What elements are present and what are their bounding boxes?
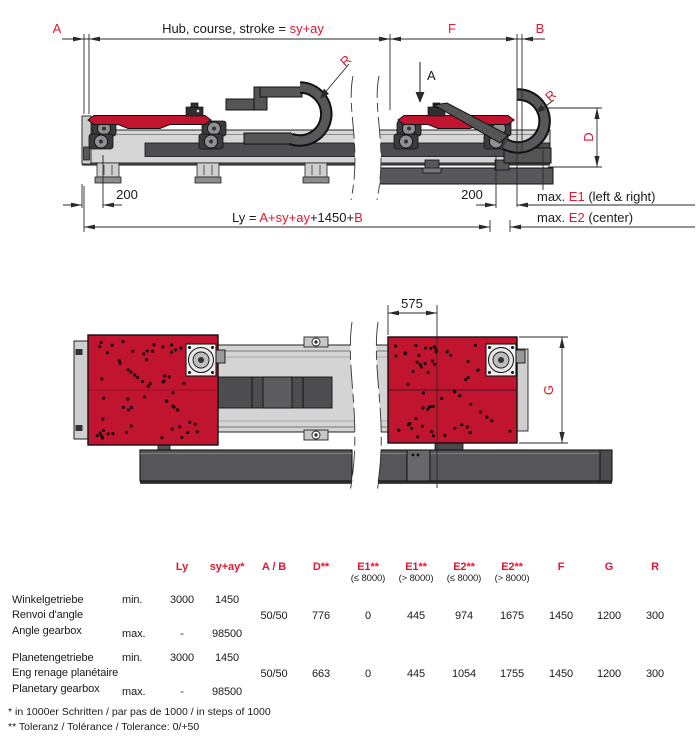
- dim-a-label: A: [52, 21, 62, 36]
- max-e2-label: max. E2 (center): [537, 210, 634, 225]
- col-header-e2-le: E2** (≤ 8000): [446, 561, 482, 584]
- r-cell: 300: [645, 668, 665, 680]
- plan-right-plate: [388, 337, 525, 443]
- dim-g-label: G: [541, 384, 556, 396]
- footnote-tolerance: ** Toleranz / Tolérance / Tolerance: 0/+50: [8, 721, 200, 733]
- col-header-ly: Ly: [175, 561, 189, 573]
- table-row-planetary-gearbox: [8, 651, 678, 697]
- dim-200-right-label: 200: [461, 187, 483, 202]
- footnote-steps: * in 1000er Schritten / par pas de 1000 / in steps of 1000: [8, 706, 271, 718]
- e1-le-cell: 0: [364, 610, 372, 622]
- f-cell: 1450: [548, 668, 574, 680]
- minmax-cell: min. max.: [122, 652, 146, 698]
- syay-cell: 1450 98500: [211, 652, 243, 698]
- e2-le-cell: 974: [454, 610, 474, 622]
- radius-label-right: R: [542, 86, 560, 105]
- col-header-syay: sy+ay*: [209, 561, 245, 573]
- radius-label-left: R: [337, 51, 355, 70]
- ly-cell: 3000 -: [169, 652, 195, 698]
- g-cell: 1200: [596, 610, 622, 622]
- row-label: Planetengetriebe Eng renage planétaire Planetary gearbox: [12, 652, 119, 695]
- e2-gt-cell: 1755: [499, 668, 525, 680]
- minmax-cell: min. max.: [122, 594, 146, 640]
- plan-view-drawing: [74, 296, 612, 492]
- col-header-ab: A / B: [261, 561, 287, 573]
- col-header-f: F: [557, 561, 565, 573]
- footnotes: [8, 705, 271, 735]
- dim-575-label: 575: [401, 296, 423, 311]
- r-cell: 300: [645, 610, 665, 622]
- ab-cell: 50/50: [260, 610, 288, 622]
- side-view-drawing: [53, 21, 695, 232]
- ly-cell: 3000 -: [169, 594, 195, 640]
- e2-le-cell: 1054: [451, 668, 477, 680]
- col-header-e2-gt: E2** (> 8000): [494, 561, 530, 584]
- table-row-angle-gearbox: [8, 593, 678, 639]
- stroke-dimension-label: Hub, course, stroke = sy+ay: [162, 21, 324, 36]
- dim-f-label: F: [448, 21, 456, 36]
- e1-gt-cell: 445: [406, 610, 426, 622]
- max-e1-label: max. E1 (left & right): [537, 189, 656, 204]
- col-header-e1-gt: E1** (> 8000): [398, 561, 434, 584]
- row-label: Winkelgetriebe Renvoi d'angle Angle gearbox: [12, 594, 84, 637]
- plan-left-plate: [74, 335, 225, 445]
- d-cell: 776: [311, 610, 331, 622]
- d-cell: 663: [311, 668, 331, 680]
- ab-cell: 50/50: [260, 668, 288, 680]
- table-header-row: [8, 556, 678, 584]
- f-cell: 1450: [548, 610, 574, 622]
- e2-gt-cell: 1675: [499, 610, 525, 622]
- ly-formula-label: Ly = A+sy+ay+1450+B: [232, 210, 363, 225]
- dim-b-label: B: [535, 21, 545, 36]
- section-a-label: A: [427, 68, 436, 83]
- sensor-block: [186, 103, 203, 116]
- g-cell: 1200: [596, 668, 622, 680]
- col-header-r: R: [651, 561, 659, 573]
- syay-cell: 1450 98500: [211, 594, 243, 640]
- dim-d-label: D: [581, 132, 596, 142]
- break-lines-side: [351, 76, 381, 200]
- col-header-g: G: [604, 561, 614, 573]
- e1-le-cell: 0: [364, 668, 372, 680]
- col-header-d: D**: [312, 561, 330, 573]
- e1-gt-cell: 445: [406, 668, 426, 680]
- col-header-e1-le: E1** (≤ 8000): [350, 561, 386, 584]
- dimension-table: [8, 556, 678, 697]
- dim-200-left-label: 200: [116, 187, 138, 202]
